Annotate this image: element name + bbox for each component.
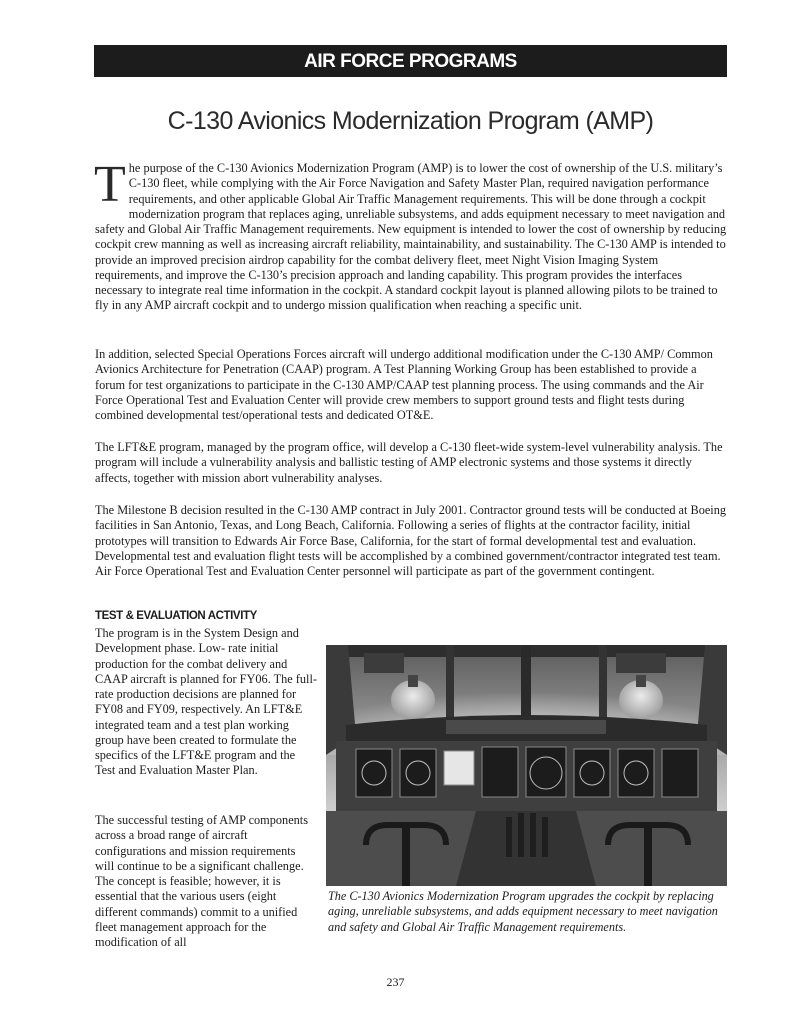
drop-cap: T bbox=[94, 156, 126, 213]
page-number: 237 bbox=[386, 975, 405, 989]
caap-paragraph: In addition, selected Special Operations Forces aircraft will undergo additional modification under the C-130 AMP/ Common Avionics Architecture for Penetration (CAAP) program. A Test Planning Working Group has been established to provide a forum for test organizations to participate in the C-130 AMP/CAAP test planning process. The using commands and the Air Force Operational Test and Evaluation Center will provide crew members to support ground tests and flight tests during combined developmental test/operational tests and dedicated OT&E. bbox=[95, 347, 713, 422]
milestone-paragraph: The Milestone B decision resulted in the C-130 AMP contract in July 2001. Contractor ground tests will be conducted at Boeing facilities in San Antonio, Texas, and Long Beach, California. Following a series of flights at the contractor facility, initial prototypes will transition to Edwards Air Force Base, California, for the start of formal developmental test and evaluation. Developmental test and evaluation flight tests will be accomplished by a combined government/contractor integrated test team. Air Force Operational Test and Evaluation Center personnel will participate as part of the government contingent. bbox=[95, 503, 727, 578]
section-heading: TEST & EVALUATION ACTIVITY bbox=[95, 610, 257, 622]
intro-paragraph-text: he purpose of the C-130 Avionics Modernization Program (AMP) is to lower the cost of ownership of the U.S. military’s C-130 fleet, while complying with the Air Force Navigation and Safety Master Plan, required navigation performance requirements, and other applicable Global Air Traffic Management requirements. This will be done through a cockpit modernization program that replaces aging, unreliable subsystems, and adds equipment necessary to meet navigation and safety and Global Air Traffic Management requirements. New equipment is intended to lower the cost of ownership by reducing cockpit crew manning as well as increasing aircraft reliability, maintainability, and sustainability. The C-130 AMP is intended to provide an improved precision airdrop capability for the combat delivery fleet, meet Night Vision Imaging System requirements, and improve the C-130’s precision approach and landing capability. This program provides the interfaces necessary to integrate real time information in the cockpit. A standard cockpit layout is planned allowing pilots to be trained to fly in any AMP aircraft cockpit and to undergo mission qualification when reaching a specific unit. bbox=[95, 161, 727, 313]
cockpit-illustration bbox=[326, 645, 727, 886]
figure-caption: The C-130 Avionics Modernization Program upgrades the cockpit by replacing aging, unreliable subsystems, and adds equipment necessary to meet navigation and safety and Global Air Traffic Management requirements. bbox=[328, 889, 718, 934]
intro-paragraph bbox=[94, 156, 728, 314]
te-paragraph-2: The successful testing of AMP components across a broad range of aircraft configurations and mission requirements will continue to be a significant challenge. The concept is feasible; however, it is essential that the various users (eight different commands) commit to a unified fleet management approach for the modification of all bbox=[95, 813, 309, 949]
lfte-paragraph: The LFT&E program, managed by the program office, will develop a C-130 fleet-wide system-level vulnerability analysis. The program will include a vulnerability analysis and ballistic testing of AMP electronic systems and those systems it directly affects, together with mission abort vulnerability analyses. bbox=[95, 440, 723, 485]
page-title: C-130 Avionics Modernization Program (AMP) bbox=[167, 107, 654, 135]
te-paragraph-1: The program is in the System Design and Development phase. Low- rate initial production for the combat delivery and CAAP aircraft is planned for FY06. The full-rate production decisions are planned for FY08 and FY09, respectively. An LFT&E integrated team and a test plan working group have been created to formulate the specifics of the LFT&E program and the Test and Evaluation Master Plan. bbox=[95, 626, 317, 778]
cockpit-photo bbox=[326, 645, 727, 886]
section-banner: AIR FORCE PROGRAMS bbox=[94, 45, 727, 77]
